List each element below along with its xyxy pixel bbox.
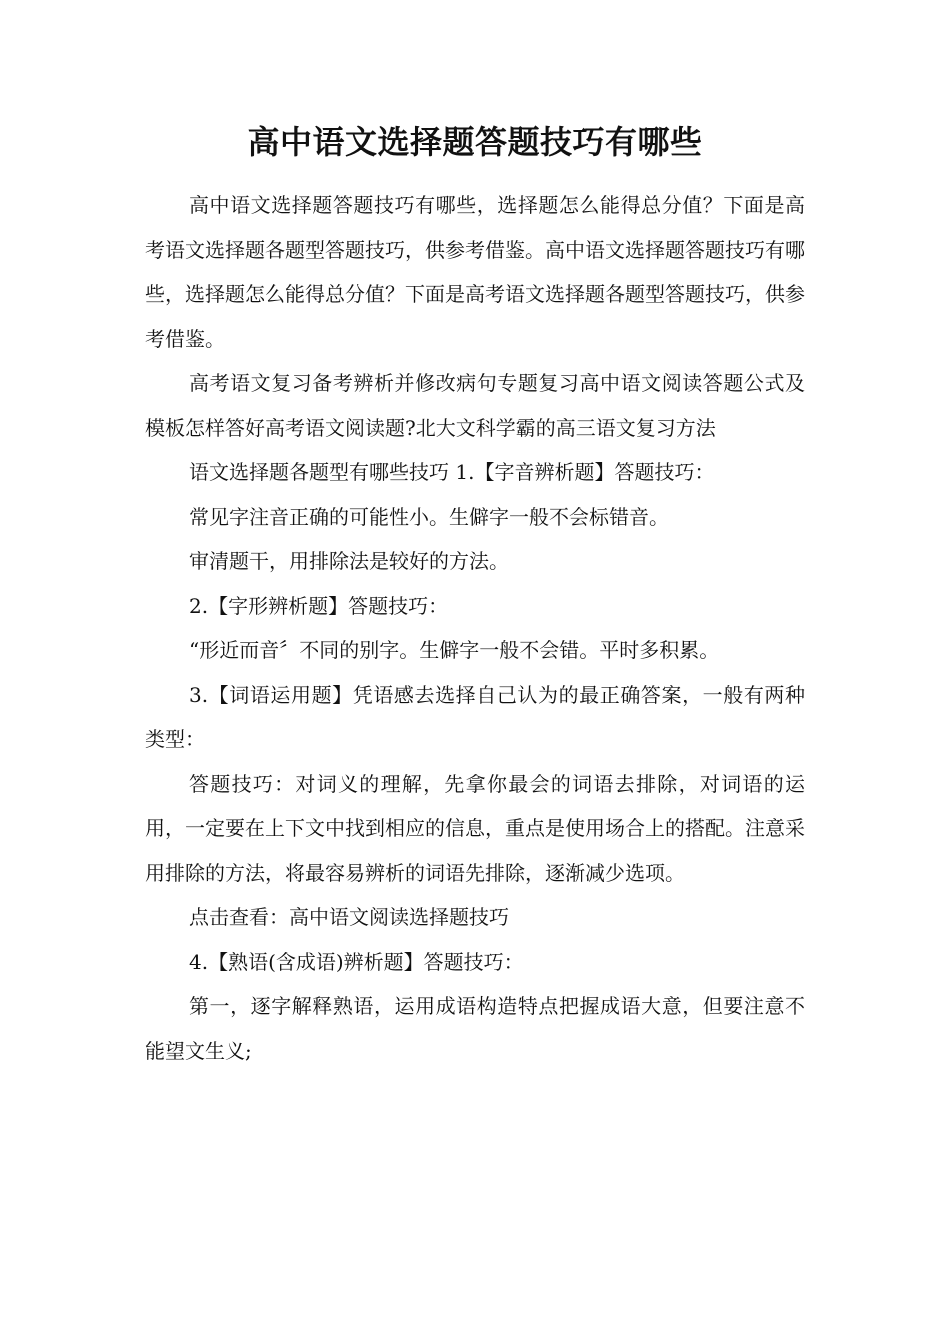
paragraph-word-usage-tip: 答题技巧：对词义的理解，先拿你最会的词语去排除，对词语的运用，一定要在上下文中找到相应的信息，重点是使用场合上的搭配。注意采用排除的方法，将最容易辨析的词语先排除，逐渐减少选项。 bbox=[145, 771, 805, 885]
paragraph-intro: 高中语文选择题答题技巧有哪些，选择题怎么能得总分值？下面是高考语文选择题各题型答题技巧，供参考借鉴。高中语文选择题答题技巧有哪些，选择题怎么能得总分值？下面是高考语文选择题各题型答题技巧，供参考借鉴。 bbox=[145, 193, 805, 351]
paragraph-glyph-heading: 2.【字形辨析题】答题技巧： bbox=[189, 593, 449, 618]
paragraph-idiom-tip-1: 第一，逐字解释熟语，运用成语构造特点把握成语大意，但要注意不能望文生义; bbox=[145, 994, 805, 1063]
paragraph-related-links: 高考语文复习备考辨析并修改病句专题复习高中语文阅读答题公式及模板怎样答好高考语文阅读题?北大文科学霸的高三语文复习方法 bbox=[145, 371, 805, 440]
document-title: 高中语文选择题答题技巧有哪些 bbox=[247, 123, 703, 161]
paragraph-pronunciation-tip-1: 常见字注音正确的可能性小。生僻字一般不会标错音。 bbox=[189, 504, 669, 529]
paragraph-read-more: 点击查看：高中语文阅读选择题技巧 bbox=[189, 905, 509, 929]
paragraph-idiom-heading: 4.【熟语(含成语)辨析题】答题技巧： bbox=[189, 949, 524, 974]
document-body bbox=[145, 183, 805, 1073]
paragraph-glyph-tip: “形近而音〞不同的别字。生僻字一般不会错。平时多积累。 bbox=[189, 638, 720, 662]
paragraph-pronunciation-heading: 语文选择题各题型有哪些技巧 1.【字音辨析题】答题技巧： bbox=[189, 460, 715, 484]
paragraph-pronunciation-tip-2: 审清题干，用排除法是较好的方法。 bbox=[189, 549, 509, 573]
paragraph-word-usage-heading: 3.【词语运用题】凭语感去选择自己认为的最正确答案，一般有两种类型： bbox=[145, 682, 805, 751]
